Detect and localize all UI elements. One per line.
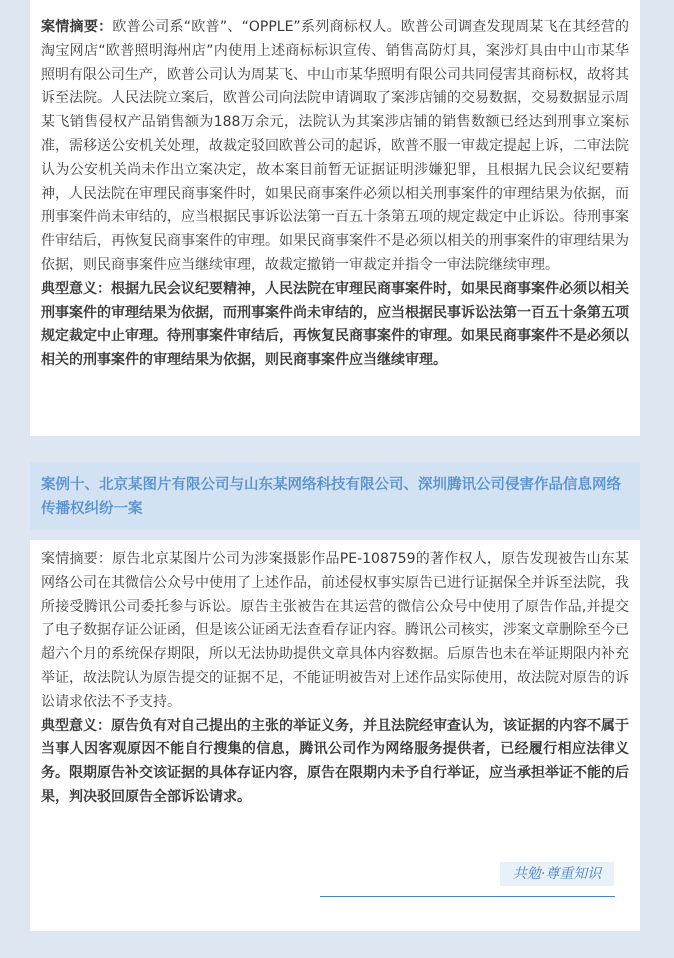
footer-divider [320, 896, 615, 897]
case9-summary [41, 16, 629, 278]
case9-card [30, 0, 640, 436]
case9-summary-label: 案情摘要： [41, 19, 113, 35]
case10-title: 案例十、北京某图片有限公司与山东某网络科技有限公司、深圳腾讯公司侵害作品信息网络传播权纠纷一案 [41, 477, 621, 517]
case10-significance-label: 典型意义： [41, 717, 111, 734]
case9-significance-label: 典型意义： [41, 280, 111, 297]
case10-significance-text: 原告负有对自己提出的主张的举证义务，并且法院经审查认为，该证据的内容不属于当事人因客观原因不能自行搜集的信息，腾讯公司作为网络服务提供者，已经履行相应法律义务。限期原告补交该证据的具体存证内容，原告在限期内未予自行举证，应当承担举证不能的后果，判决驳回原告全部诉讼请求。 [41, 717, 629, 805]
case9-significance-text: 根据九民会议纪要精神，人民法院在审理民商事案件时，如果民商事案件必须以相关刑事案件的审理结果为依据，而刑事案件尚未审结的，应当根据民事诉讼法第一百五十条第五项规定裁定中止审理。待刑事案件审结后，再恢复民商事案件的审理。如果民商事案件不是必须以相关的刑事案件的审理结果为依据，则民商事案件应当继续审理。 [41, 280, 629, 369]
case9-summary-text: 欧普公司系“欧普”、“OPPLE”系列商标权人。欧普公司调查发现周某飞在其经营的淘宝网店“欧普照明海州店”内使用上述商标标识宣传、销售高防灯具，案涉灯具由中山市某华照明有限公司生产，欧普公司认为周某飞、中山市某华照明有限公司共同侵害其商标权，故将其诉至法院。人民法院立案后，欧普公司向法院申请调取了案涉店铺的交易数据，交易数据显示周某飞销售侵权产品销售额为188万余元，法院认为其案涉店铺的销售数额已经达到刑事立案标准，需移送公安机关处理，故裁定驳回欧普公司的起诉，欧普不服一审裁定提起上诉，二审法院认为公安机关尚未作出立案决定，故本案目前暂无证据证明涉嫌犯罪，且根据九民会议纪要精神，人民法院在审理民商事案件时，如果民商事案件必须以相关刑事案件的审理结果为依据，而刑事案件尚未审结的，应当根据民事诉讼法第一百五十条第五项的规定裁定中止诉讼。待刑事案件审结后，再恢复民商事案件的审理。如果民商事案件不是必须以相关的刑事案件的审理结果为依据，则民商事案件应当继续审理，故裁定撤销一审裁定并指令一审法院继续审理。 [41, 19, 629, 273]
case10-summary [41, 548, 629, 715]
case10-summary-text: 原告北京某图片公司为涉案摄影作品PE-108759的著作权人，原告发现被告山东某网络公司在其微信公众号中使用了上述作品，前述侵权事实原告已进行证据保全并诉至法院，我所接受腾讯公司委托参与诉讼。原告主张被告在其运营的微信公众号中使用了原告作品,并提交了电子数据存证公证函，但是该公证函无法查看存证内容。腾讯公司核实，涉案文章删除至今已超六个月的系统保存期限，所以无法协助提供文章具体内容数据。后原告也未在举证期限内补充举证，故法院认为原告提交的证据不足，不能证明被告对上述作品实际使用，故法院对原告的诉讼请求依法不予支持。 [41, 551, 629, 710]
case10-section-header [30, 462, 640, 530]
case9-significance [41, 278, 629, 373]
case10-summary-label: 案情摘要： [41, 551, 113, 567]
footer-slogan: 共勉·尊重知识 [500, 862, 614, 886]
case10-significance [41, 715, 629, 810]
